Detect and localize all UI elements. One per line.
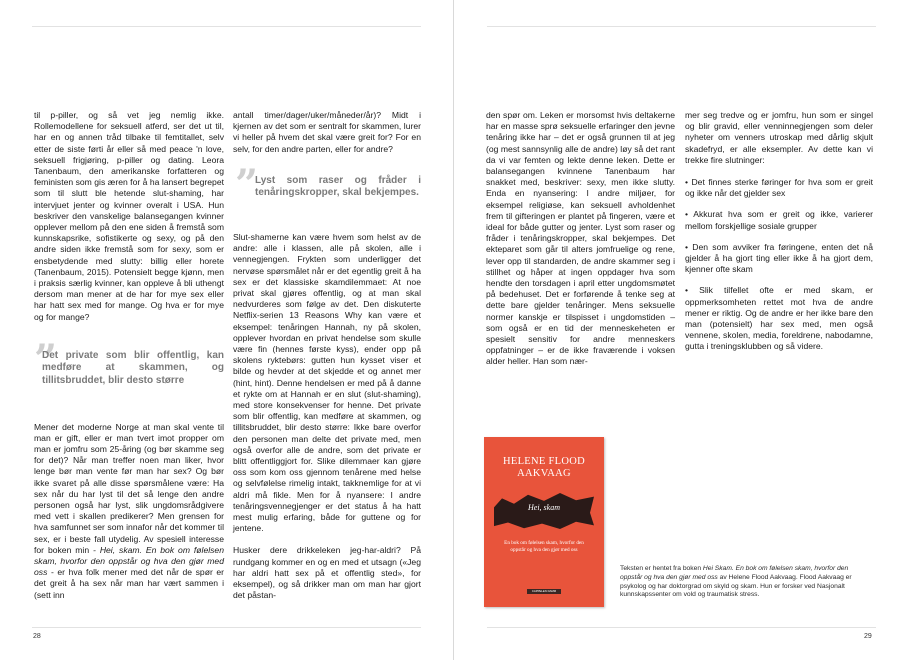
page-spine [453,0,454,660]
pull-quote-text: Det private som blir offentlig, kan medføre at skammen, og tillitsbruddet, blir desto større [42,349,224,387]
paragraph-text: - er hva folk mener med det når de spør er det greit å ha sex når man har vært sammen i (sett inn [34,567,224,600]
right-header-rule [487,26,876,27]
book-title: Hei, skam [528,503,560,512]
book-title-italic: - Hei, skam. En bok om følelsen skam, hvorfor den oppstår og hva den gjør med oss [34,544,224,578]
paragraph-text: Mener det moderne Norge at man skal vente til man er gift, eller er man tvert imot propper om man er jomfru som 25-åring (og bør skamme seg for det)? Når man treffer noen man liker, hvor lenge bør man vente før man har sex? Og bør ikke svaret på alle disse spørsmålene være: Ha sex når du har lyst til det så lenge den andre personen også har lyst, slik ungdomsrådgivere med vett i skallen predikerer? Men grensen for hva samfunnet ser som innafor når det kommer til sex, er i beste fall utydelig. Av spesiell interesse for boken min [34,421,224,555]
list-item: • Slik tilfellet ofte er med skam, er oppmerksomheten rettet mot hva de andre mener er riktig. Og de andre er her ikke bare den man (potensielt) har sex med, men også vennene, skolen, media, foreldrene, nabodamne, gutta i treningsklubben og så videre. [685,285,873,352]
conclusion-list [685,177,873,353]
book-author: HELENE FLOOD AAKVAAG [502,456,586,479]
paragraph: Slut-shamerne kan være hvem som helst av de andre: alle i klassen, alle på skolen, alle i vennegjengen. Frykten som underligger det nervøse spørsmålet når er det egentlig greit å ha sex er det klassiske skamdilemmaet: At noe privat skal gjøres offentlig, og at man skal nedvurderes som følge av det. Den diskuterte Netflix-serien 13 Reasons Why kan være et eksempel: tenåringen Hannah, ny på skolen, opplever hvordan en privat hendelse som skulle være fin (hennes første kyss), ender opp på skolens ryktebørs: gutten hun kysset viser et bilde og hevder at det skjedde et og annet mer (hint, hint). Denne hendelsen er med på å danne et rykte om at Hannah er en slut (slut-shaming), med store konsekvenser for henne. Det private som blir offentlig, kan medføre at skammen, og tillitsbruddet, blir desto større: Ikke bare overfor den personen man delte det private med, men også overfor alle de andre, som det private er blitt offentliggjort for. Slike dilemmaer kan gjøre oss som kom oss gjennom tenårene med helse og selvfølelse rimelig intakt, takknemlige for at vi aldri må fikle. Men for å nyansere: I andre tenåringsvennegjenger er det status å ha hatt mest mulig erfaring, både for guttene og for jentene. [233,232,421,534]
quote-mark-icon: ” [235,160,259,208]
list-item: • Det finnes sterke føringer for hva som er greit og ikke når det gjelder sex [685,177,873,199]
paragraph: mer seg tredve og er jomfru, hun som er singel og blir gravid, eller venninnegjengen som deler nyheter om venners utroskap med dårlig skjult skadefryd, er alle eksempler. Av dette kan vi trekke fire slutninger: [685,110,873,165]
book-cover [484,437,604,607]
paragraph: antall timer/dager/uker/måneder/år)? Midt i kjernen av det som er sentralt for skammen, lurer vi heller på hvem det skal være greit for? For en selv, for den andre parten, eller for andre? [233,110,421,154]
pull-quote [34,335,224,388]
publisher-label: CAPPELEN DAMM [527,589,561,594]
paragraph [34,422,224,601]
page-number-right: 29 [864,633,872,640]
pull-quote [235,160,421,208]
image-caption [620,565,866,600]
left-column-2 [233,110,421,602]
caption-text: av Helene Flood Aakvaag. Flood Aakvaag er psykolog og har doktorgrad om skyld og skam. Hun er forsker ved Nasjonalt kunnskapssenter om vold og traumatisk stress. [620,573,852,599]
left-footer-rule [32,627,421,628]
paragraph: den spør om. Leken er morsomst hvis deltakerne har en masse sprø seksuelle erfaringer den jevne tenåring ikke har – det er også grunnen til at jeg (og mest sannsynlig alle de andre) løy så det rant da vi var femten og lekte denne leken. Dette er balansegangen kvinnene Tanenbaum har snakket med, beskriver: sexy, men ikke slutty. Enda en nyansering: I andre miljøer, for eksempel religiøse, kan seksuell avholdenhet frem til gifteringen er plantet på fingeren, være et ideal for både gutter og jenter. Lyst som raser og fråder i tenåringskropper, skal bekjempes. Det ekteparet som går til alters jomfruelige og rene, lever opp til standarden, de andre skammer seg i stillhet og håper at ingen oppdager hva som hendte den torsdagen i april etter ungdomsmøtet på bedehuset. Det er forførende å tenke seg at dette bare gjelder tenåringer. Mens seksuelle normer kanskje er tilspisset i ungdomstiden – som også er en tid der menneskeheten er spesielt sensitiv for andre menneskers oppfatninger – er de ikke fraværende i voksen alder heller. Han som nær- [486,110,675,367]
page-number-left: 28 [33,633,41,640]
paragraph: til p-piller, og så vet jeg nemlig ikke. Rollemodellene for seksuell atferd, ser det ut til, har en og annen tråd tilbake til femtitallet, selv etter de siste førti år eller så med peace 'n love, seksuell frigjøring, p-piller og dating. Leora Tanenbaum, den amerikanske forfatteren og feministen som gis æren for å ha lansert begrepet som til slutt ble hetende slut-shaming, har intervjuet jenter og kvinner overalt i USA. Hun beskriver den vanskelige balansegangen kvinner opplever mellom på den ene siden å fremstå som kunnskapsrike, sofistikerte og sexy, og på den andre siden ikke fremstå som for sexy, som er ensbetydende med slutty: billig eller horete (Tanenbaum, 2015). Potensielt begge kjønn, men i praksis særlig kvinner, kan oppleve å bli uthengt dersom man mener at de har for mye sex eller har hatt sex med for mange. Og hva er for mye og for mange? [34,110,224,322]
right-column-1 [486,110,675,368]
right-column-2 [685,110,873,363]
list-item: • Akkurat hva som er greit og ikke, varierer mellom forskjellige sosiale grupper [685,209,873,231]
list-item: • Den som avviker fra føringene, enten det nå gjelder å ha gjort ting eller ikke å ha gjort dem, kjenner ofte skam [685,241,873,275]
right-footer-rule [487,627,876,628]
paragraph: Husker dere drikkeleken jeg-har-aldri? På rundgang kommer en og en med et utsagn («Jeg har aldri hatt sex på et offentlig sted», for eksempel), og så drikker man om man har gjort det påstan- [233,545,421,601]
book-subtitle: En bok om følelsen skam, hvorfor den oppstår og hva den gjør med oss [504,540,584,553]
left-column-1 [34,110,224,601]
caption-book-title: Hei Skam. En bok om følelsen skam, hvorfor den oppstår og hva den gjør med oss [620,565,849,581]
pull-quote-text: Lyst som raser og fråder i tenåringskropper, skal bekjempes. [255,174,421,199]
caption-text: Teksten er hentet fra boken [620,565,703,572]
left-header-rule [32,26,421,27]
quote-mark-icon: ” [34,335,58,383]
